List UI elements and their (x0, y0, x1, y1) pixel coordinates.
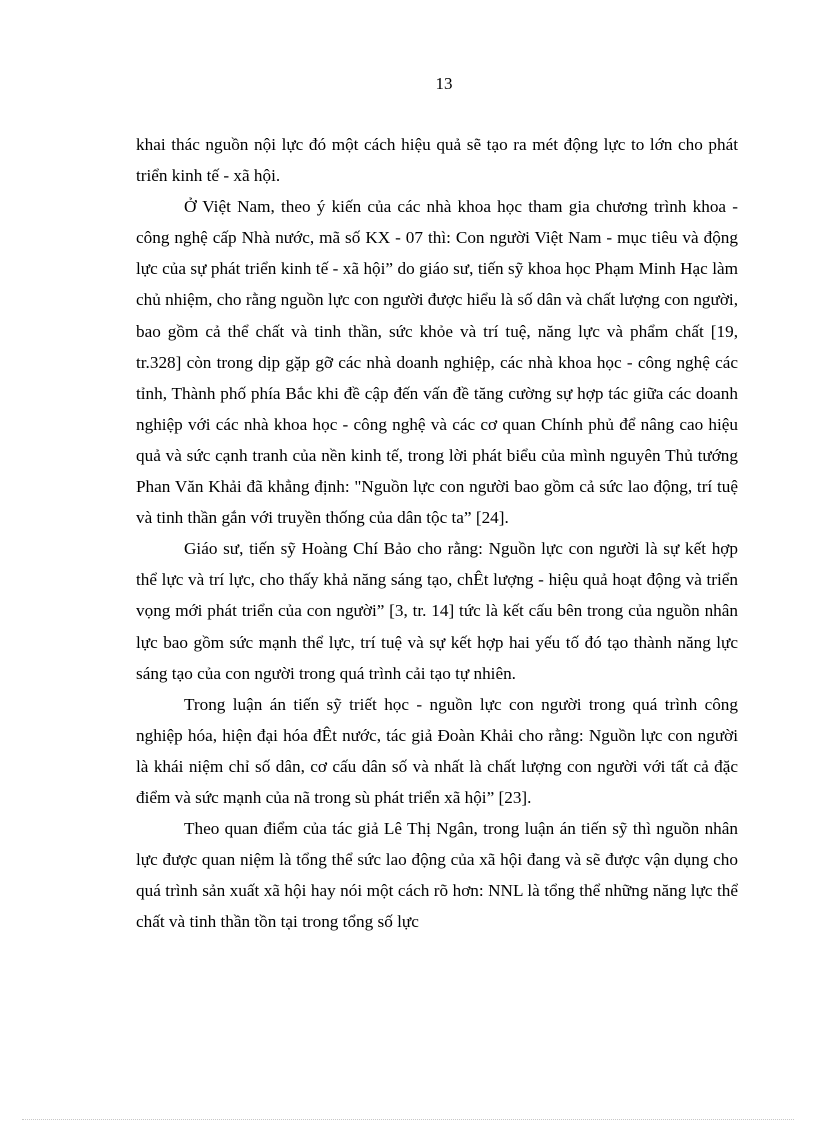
paragraph-vietnam-definition: Ở Việt Nam, theo ý kiến của các nhà khoa học tham gia chương trình khoa - công nghệ cấp Nhà nước, mã số KX - 07 thì: Con người Việt Nam - mục tiêu và động lực của sự phát triển kinh tế - xã hội” do giáo sư, tiến sỹ khoa học Phạm Minh Hạc làm chủ nhiệm, cho rằng nguồn lực con người được hiểu là số dân và chất lượng con người, bao gồm cả thể chất và tinh thần, sức khỏe và trí tuệ, năng lực và phẩm chất [19, tr.328] còn trong dịp gặp gỡ các nhà doanh nghiệp, các nhà khoa học - công nghệ các tỉnh, Thành phố phía Bắc khi đề cập đến vấn đề tăng cường sự hợp tác giữa các doanh nghiệp với các nhà khoa học - công nghệ và các cơ quan Chính phủ để nâng cao hiệu quả và sức cạnh tranh của nền kinh tế, trong lời phát biểu của mình nguyên Thủ tướng Phan Văn Khải đã khẳng định: "Nguồn lực con người bao gồm cả sức lao động, trí tuệ và tinh thần gắn với truyền thống của dân tộc ta” [24]. (136, 197, 738, 528)
paragraph-continuation: khai thác nguồn nội lực đó một cách hiệu quả sẽ tạo ra mét động lực to lớn cho phát triển kinh tế - xã hội. (136, 135, 738, 186)
paragraph-doan-khai: Trong luận án tiến sỹ triết học - nguồn lực con người trong quá trình công nghiệp hóa, hiện đại hóa đÊt nước, tác giả Đoàn Khải cho rằng: Nguồn lực con người là khái niệm chỉ số dân, cơ cấu dân số và nhất là chất lượng con người với tất cả đặc điểm và sức mạnh của nã trong sù phát triển xã hội” [23]. (136, 694, 738, 807)
paragraph-le-thi-ngan: Theo quan điểm của tác giả Lê Thị Ngân, trong luận án tiến sỹ thì nguồn nhân lực được quan niệm là tổng thể sức lao động của xã hội đang và sẽ được vận dụng cho quá trình sản xuất xã hội hay nói một cách rõ hơn: NNL là tổng thể những năng lực thể chất và tinh thần tồn tại trong tổng số lực (136, 819, 738, 932)
document-body (136, 129, 738, 937)
page-number: 13 (435, 74, 453, 93)
paragraph-hoang-chi-bao: Giáo sư, tiến sỹ Hoàng Chí Bảo cho rằng: Nguồn lực con người là sự kết hợp thể lực và trí lực, cho thấy khả năng sáng tạo, chÊt lượng - hiệu quả hoạt động và triển vọng mới phát triển của con người” [3, tr. 14] tức là kết cấu bên trong của nguồn nhân lực bao gồm sức mạnh thể lực, trí tuệ và sự kết hợp hai yếu tố đó tạo thành năng lực sáng tạo của con người trong quá trình cải tạo tự nhiên. (136, 539, 738, 683)
page-bottom-rule (22, 1119, 794, 1120)
